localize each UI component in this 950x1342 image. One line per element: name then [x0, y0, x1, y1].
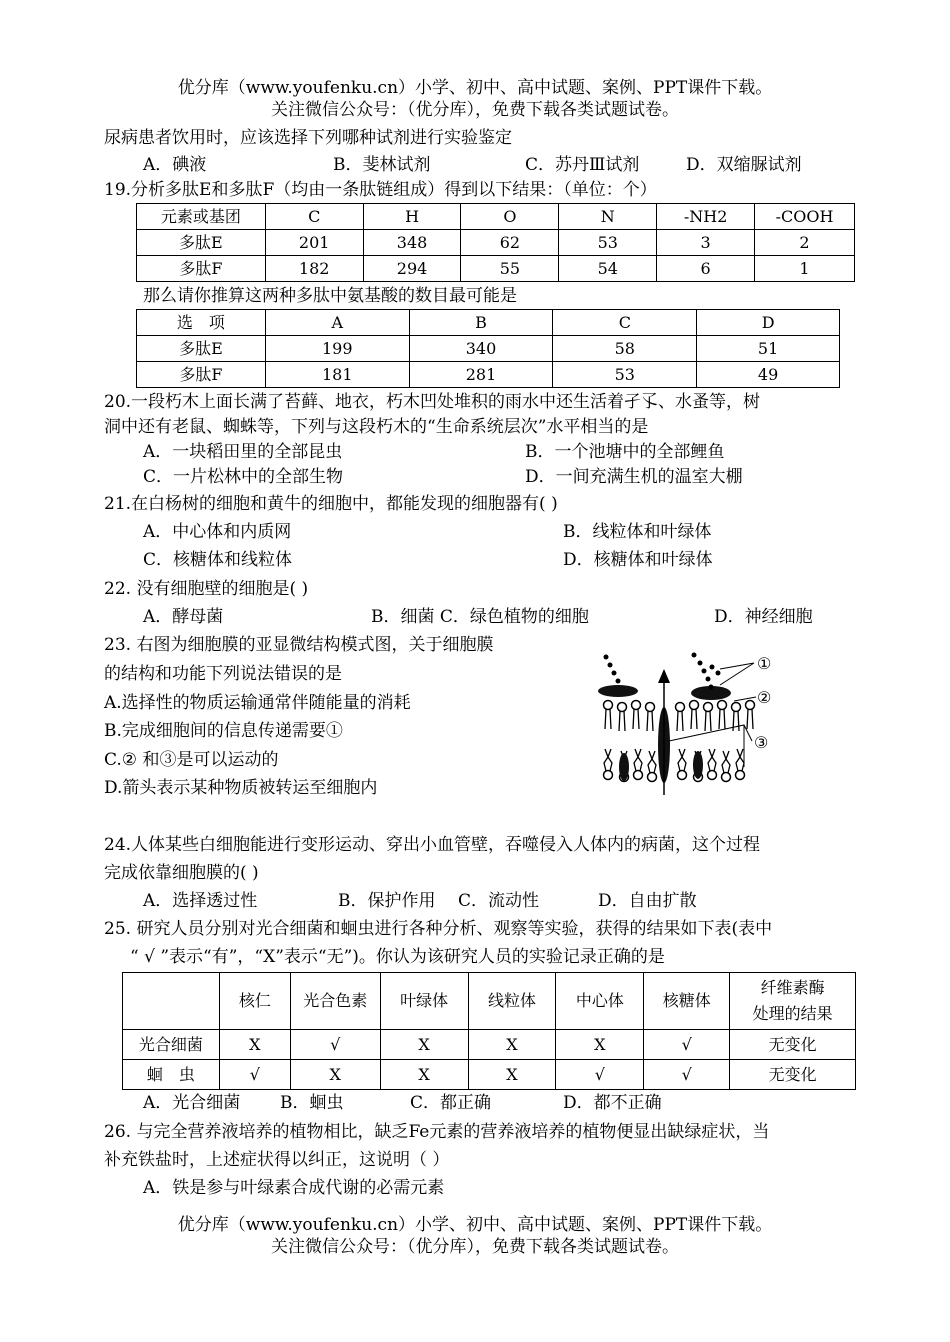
q22-option-d: D．神经细胞 — [714, 607, 813, 627]
q23-option-b: B.完成细胞间的信息传递需要① — [104, 721, 343, 741]
q20-stem-line-2: 洞中还有老鼠、蜘蛛等，下列与这段朽木的“生命系统层次”水平相当的是 — [104, 417, 649, 437]
q23-option-c: C.② 和③是可以运动的 — [104, 750, 279, 770]
q24-option-d: D．自由扩散 — [598, 891, 697, 911]
table1-header: C — [265, 204, 363, 230]
label-1: ① — [757, 654, 772, 673]
q25-table — [122, 972, 856, 1090]
table-cell: 53 — [559, 230, 657, 256]
table2-header: 选 项 — [137, 310, 266, 336]
table3-header: 光合色素 — [290, 973, 380, 1030]
table-cell: 49 — [697, 362, 840, 388]
q21-option-a: A．中心体和内质网 — [143, 522, 292, 542]
table-cell: √ — [219, 1060, 290, 1090]
table-cell: X — [468, 1030, 556, 1060]
q23-option-a: A.选择性的物质运输通常伴随能量的消耗 — [104, 693, 411, 713]
table-cell: √ — [644, 1060, 730, 1090]
table2-header: B — [409, 310, 553, 336]
q23-stem-line-2: 的结构和功能下列说法错误的是 — [104, 664, 342, 684]
q21-stem: 21.在白杨树的细胞和黄牛的细胞中，都能发现的细胞器有( ) — [104, 494, 558, 514]
table-cell: X — [468, 1060, 556, 1090]
table-cell: 62 — [461, 230, 559, 256]
q20-option-d: D．一间充满生机的温室大棚 — [525, 467, 743, 487]
table-cell: X — [380, 1030, 468, 1060]
q21-option-b: B．线粒体和叶绿体 — [563, 522, 712, 542]
table-row — [123, 1030, 856, 1060]
table-cell: 294 — [363, 256, 461, 282]
table-row — [137, 256, 855, 282]
table-row — [137, 336, 840, 362]
table1-header: N — [559, 204, 657, 230]
table-cell: 多肽F — [137, 256, 266, 282]
header-line: 纤维素酶 — [760, 978, 825, 997]
table-cell: 340 — [409, 336, 553, 362]
table-cell: X — [290, 1060, 380, 1090]
table1-header: 元素或基团 — [137, 204, 266, 230]
q26-stem-line-2: 补充铁盐时，上述症状得以纠正，这说明（ ） — [104, 1150, 450, 1170]
table2-header: A — [265, 310, 409, 336]
q20-stem-line-1: 20.一段朽木上面长满了苔藓、地衣，朽木凹处堆积的雨水中还生活着孑孓、水蚤等，树 — [104, 392, 761, 412]
table-cell: 281 — [409, 362, 553, 388]
q25-option-a: A．光合细菌 — [143, 1093, 241, 1113]
table-cell: 1 — [755, 256, 855, 282]
q21-option-d: D．核糖体和叶绿体 — [563, 550, 713, 570]
table-cell: 182 — [265, 256, 363, 282]
q20-option-a: A．一块稻田里的全部昆虫 — [143, 442, 343, 462]
table1-header: -COOH — [755, 204, 855, 230]
q18-option-a: A．碘液 — [143, 155, 207, 175]
q25-stem-line-1: 25. 研究人员分别对光合细菌和蛔虫进行各种分析、观察等实验，获得的结果如下表(表中 — [104, 919, 773, 939]
q19-table-options — [136, 309, 840, 388]
table3-header — [123, 973, 220, 1030]
table-row — [137, 362, 840, 388]
q22-option-bc: B．细菌 C．绿色植物的细胞 — [371, 607, 589, 627]
table-cell: 51 — [697, 336, 840, 362]
table-cell: 多肽E — [137, 336, 266, 362]
table3-header: 线粒体 — [468, 973, 556, 1030]
table-cell: 55 — [461, 256, 559, 282]
table-cell: 53 — [553, 362, 697, 388]
table-cell: 201 — [265, 230, 363, 256]
q18-option-d: D．双缩脲试剂 — [686, 155, 802, 175]
q20-option-c: C．一片松林中的全部生物 — [143, 467, 344, 487]
label-2-leader — [734, 697, 756, 701]
q25-option-b: B．蛔虫 — [280, 1093, 344, 1113]
table-cell: 181 — [265, 362, 409, 388]
q20-option-b: B．一个池塘中的全部鲤鱼 — [525, 442, 725, 462]
table2-header: C — [553, 310, 697, 336]
phospholipid-upper-layer — [604, 701, 755, 732]
q21-option-c: C．核糖体和线粒体 — [143, 550, 293, 570]
q23-stem-line-1: 23. 右图为细胞膜的亚显微结构模式图，关于细胞膜 — [104, 635, 494, 655]
transport-arrow-head — [658, 669, 670, 683]
label-2: ② — [757, 688, 772, 707]
table-cell: 348 — [363, 230, 461, 256]
table-cell: X — [219, 1030, 290, 1060]
table1-header: H — [363, 204, 461, 230]
table2-header: D — [697, 310, 840, 336]
q18-option-c: C．苏丹Ⅲ试剂 — [525, 155, 640, 175]
table3-header: 核仁 — [219, 973, 290, 1030]
table-cell: 无变化 — [730, 1060, 856, 1090]
q24-option-c: C．流动性 — [458, 891, 540, 911]
table3-header: 核糖体 — [644, 973, 730, 1030]
table-cell: √ — [644, 1030, 730, 1060]
table-row — [123, 1060, 856, 1090]
q18-stem-tail: 尿病患者饮用时，应该选择下列哪种试剂进行实验鉴定 — [104, 128, 512, 148]
table1-header: -NH2 — [657, 204, 755, 230]
q24-option-b: B．保护作用 — [338, 891, 436, 911]
q24-stem-line-2: 完成依靠细胞膜的( ) — [104, 863, 259, 883]
table-cell: 多肽F — [137, 362, 266, 388]
table-cell: X — [380, 1060, 468, 1090]
q25-option-c: C．都正确 — [410, 1093, 492, 1113]
q18-option-b: B．斐林试剂 — [333, 155, 431, 175]
q25-stem-line-2: “ √ ”表示“有”，“X”表示“无”)。你认为该研究人员的实验记录正确的是 — [130, 947, 665, 967]
q22-stem: 22. 没有细胞壁的细胞是( ) — [104, 579, 309, 599]
q23-option-d: D.箭头表示某种物质被转运至细胞内 — [104, 778, 378, 798]
table-cell: 光合细菌 — [123, 1030, 220, 1060]
table-cell: √ — [290, 1030, 380, 1060]
label-3-leader — [669, 725, 752, 767]
table-cell: 199 — [265, 336, 409, 362]
table3-header: 中心体 — [556, 973, 644, 1030]
table-cell: 蛔 虫 — [123, 1060, 220, 1090]
table-cell: 54 — [559, 256, 657, 282]
q22-option-a: A．酵母菌 — [143, 607, 224, 627]
footer-line-2: 关注微信公众号：（优分库），免费下载各类试题试卷。 — [271, 1237, 679, 1257]
header-line-1: 优分库（www.youfenku.cn）小学、初中、高中试题、案例、PPT课件下载。 — [177, 78, 773, 98]
footer-line-1: 优分库（www.youfenku.cn）小学、初中、高中试题、案例、PPT课件下载。 — [177, 1215, 773, 1235]
label-3: ③ — [754, 733, 769, 752]
table-cell: X — [556, 1030, 644, 1060]
table-cell: 6 — [657, 256, 755, 282]
q19-table-elements — [136, 203, 855, 282]
table3-header: 叶绿体 — [380, 973, 468, 1030]
header-line-2: 关注微信公众号：（优分库），免费下载各类试题试卷。 — [271, 100, 679, 120]
q24-stem-line-1: 24.人体某些白细胞能进行变形运动、穿出小血管壁，吞噬侵入人体内的病菌，这个过程 — [104, 835, 761, 855]
table3-header — [730, 973, 856, 1030]
table-cell: 3 — [657, 230, 755, 256]
q26-option-a: A．铁是参与叶绿素合成代谢的必需元素 — [143, 1178, 445, 1198]
table-cell: 2 — [755, 230, 855, 256]
q24-option-a: A．选择透过性 — [143, 891, 258, 911]
q19-prompt: 那么请你推算这两种多肽中氨基酸的数目最可能是 — [143, 286, 517, 306]
table1-header: O — [461, 204, 559, 230]
table-cell: 多肽E — [137, 230, 266, 256]
table-row — [137, 230, 855, 256]
header-line: 处理的结果 — [752, 1004, 833, 1023]
table-cell: 58 — [553, 336, 697, 362]
label-1-leader — [720, 663, 754, 685]
table-cell: √ — [556, 1060, 644, 1090]
q26-stem-line-1: 26. 与完全营养液培养的植物相比，缺乏Fe元素的营养液培养的植物便显出缺绿症状，当 — [104, 1122, 770, 1142]
q19-stem: 19.分析多肽E和多肽F（均由一条肽链组成）得到以下结果：（单位：个） — [104, 180, 657, 200]
glycoprotein-chains — [604, 653, 721, 690]
cell-membrane-diagram — [594, 645, 794, 810]
q25-option-d: D．都不正确 — [563, 1093, 662, 1113]
table-cell: 无变化 — [730, 1030, 856, 1060]
